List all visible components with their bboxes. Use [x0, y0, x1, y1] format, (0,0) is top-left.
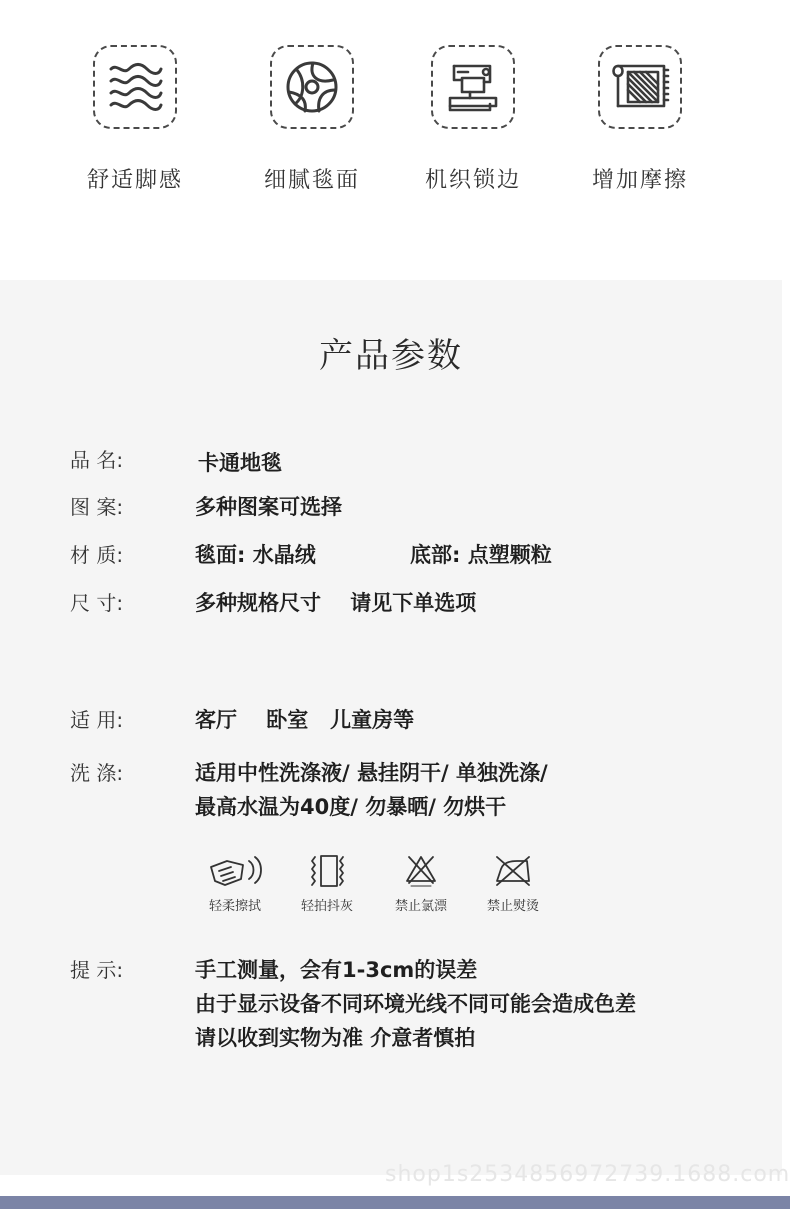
param-value: 多种图案可选择 — [195, 495, 342, 519]
feature-comfort — [60, 45, 210, 194]
param-value: 客厅 卧室 儿童房等 — [195, 708, 415, 732]
param-label: 适 用: — [70, 708, 124, 732]
care-item-no-bleach — [381, 853, 461, 914]
care-label: 轻拍抖灰 — [300, 899, 353, 914]
no-bleach-icon — [391, 853, 451, 889]
feature-label: 机织锁边 — [424, 168, 521, 193]
care-label: 禁止熨烫 — [486, 899, 539, 914]
section-title: 产品参数 — [319, 336, 463, 376]
feature-icons-section — [0, 0, 790, 280]
shop-watermark: shop1s2534856972739.1688.com — [385, 1162, 790, 1187]
param-label: 图 案: — [70, 495, 124, 519]
param-label: 材 质: — [70, 543, 124, 567]
feature-machine-edging — [398, 45, 548, 194]
sewing-machine-icon — [431, 45, 515, 129]
feature-label: 细腻毯面 — [263, 168, 360, 193]
param-value-line3: 请以收到实物为准 介意者慎拍 — [195, 1026, 476, 1050]
no-iron-icon — [483, 853, 543, 889]
product-params-section — [0, 280, 782, 1175]
waves-icon — [93, 45, 177, 129]
care-label: 禁止氯漂 — [394, 899, 447, 914]
param-label: 品 名: — [70, 448, 124, 472]
care-label: 轻柔擦拭 — [208, 899, 261, 914]
param-value-line1: 适用中性洗涤液/ 悬挂阴干/ 单独洗涤/ — [195, 761, 548, 785]
param-value-line1: 手工测量，会有1-3cm的误差 — [195, 958, 478, 982]
param-value-line2: 最高水温为40度/ 勿暴晒/ 勿烘干 — [195, 795, 507, 819]
care-item-wipe — [195, 853, 275, 914]
param-value: 多种规格尺寸 请见下单选项 — [195, 591, 477, 615]
bottom-bar — [0, 1196, 790, 1209]
param-value-bottom: 底部: 点塑颗粒 — [410, 543, 552, 567]
param-label: 提 示: — [70, 958, 124, 982]
param-label: 洗 涤: — [70, 761, 124, 785]
param-value-surface: 毯面: 水晶绒 — [195, 543, 316, 567]
param-label: 尺 寸: — [70, 591, 124, 615]
right-edge-strip — [782, 280, 790, 1196]
care-item-no-iron — [473, 853, 553, 914]
param-value: 卡通地毯 — [198, 451, 282, 475]
hand-wipe-icon — [205, 853, 265, 889]
pat-dust-icon — [297, 853, 357, 889]
yarn-ball-icon — [270, 45, 354, 129]
feature-soft-surface — [237, 45, 387, 194]
care-icons — [195, 853, 575, 923]
param-value-line2: 由于显示设备不同环境光线不同可能会造成色差 — [195, 992, 636, 1016]
feature-anti-slip — [565, 45, 715, 194]
feature-label: 舒适脚感 — [86, 168, 183, 193]
feature-label: 增加摩擦 — [591, 168, 688, 193]
rug-roll-icon — [598, 45, 682, 129]
care-item-pat — [287, 853, 367, 914]
